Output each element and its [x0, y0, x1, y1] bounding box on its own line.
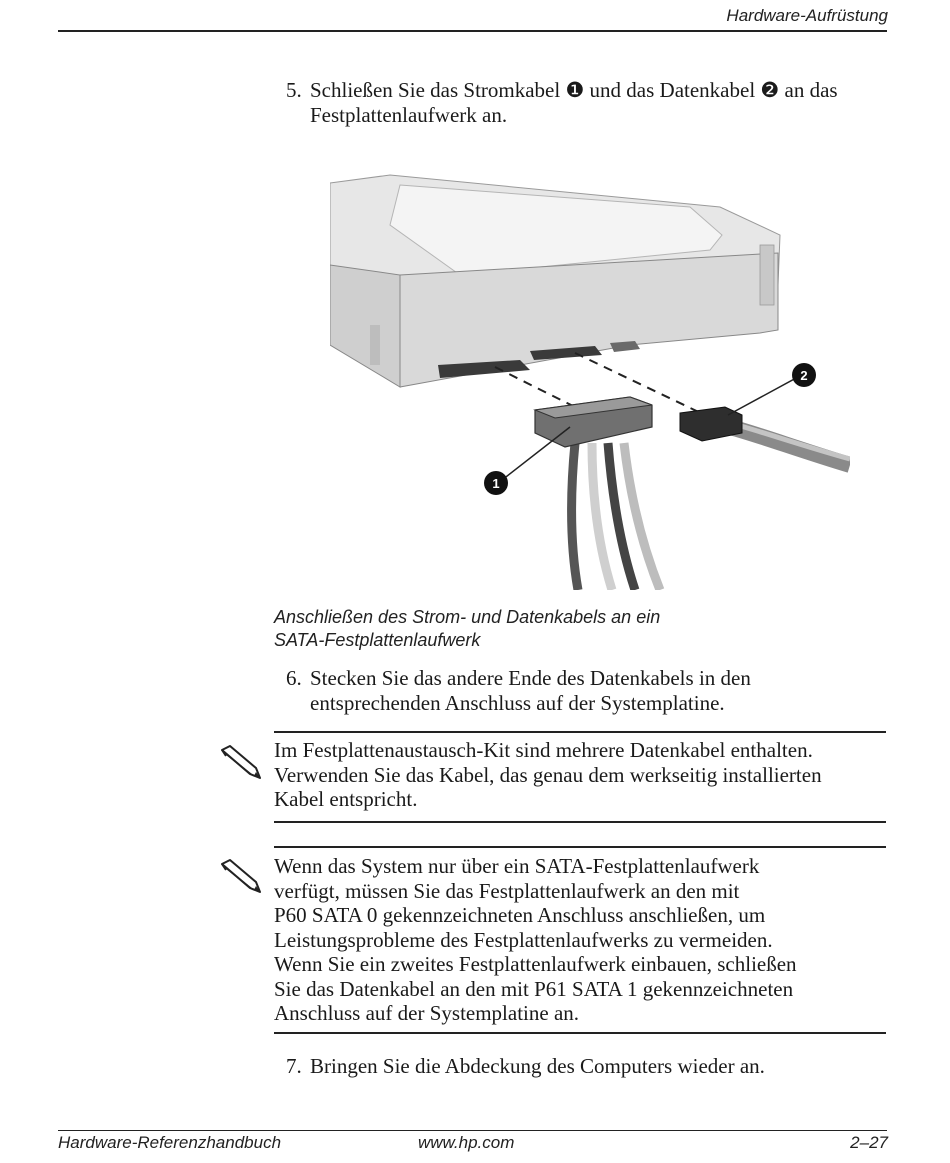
step-text: [310, 78, 886, 128]
step-text-line: Bringen Sie die Abdeckung des Computers wieder an.: [310, 1054, 765, 1078]
note-rule-top: [274, 846, 886, 848]
figure-caption-line: SATA-Festplattenlaufwerk: [274, 630, 481, 650]
step-text: [310, 1054, 886, 1079]
note-line: Im Festplattenaustausch-Kit sind mehrere Datenkabel enthalten.: [274, 738, 813, 762]
note-line: verfügt, müssen Sie das Festplattenlaufwerk an den mit: [274, 878, 740, 903]
step-7: [286, 1054, 886, 1079]
step-number: 6.: [286, 666, 302, 690]
header-rule: [58, 30, 887, 32]
note-line: Leistungsprobleme des Festplattenlaufwerks zu vermeiden.: [274, 927, 773, 952]
figure-caption-line: Anschließen des Strom- und Datenkabels an ein: [274, 607, 661, 627]
note-line: P60 SATA 0 gekennzeichneten Anschluss anschließen, um: [274, 903, 766, 927]
footer-manual-title: Hardware-Referenzhandbuch: [58, 1133, 282, 1152]
callout-1-label: 1: [492, 476, 500, 491]
note-line: Anschluss auf der Systemplatine an.: [274, 1001, 580, 1025]
step-text: [310, 666, 886, 716]
note-2-text: [274, 854, 886, 1026]
power-alignment-line: [495, 367, 575, 407]
footer-rule: [58, 1130, 887, 1131]
callout-leader-2: [728, 377, 798, 415]
power-cable-wire: [572, 443, 578, 590]
note-line: Wenn das System nur über ein SATA-Festplattenlaufwerk: [274, 854, 760, 878]
footer-website: www.hp.com: [418, 1133, 515, 1152]
note-line: Verwenden Sie das Kabel, das genau dem werkseitig installierten: [274, 762, 822, 787]
drive-jumper-block: [610, 341, 640, 352]
step-text-part: an das: [784, 78, 838, 102]
step-5: [286, 78, 886, 128]
running-header-title: Hardware-Aufrüstung: [726, 6, 888, 25]
callout-2: [792, 363, 816, 387]
note-rule-top: [274, 731, 886, 733]
note-line: Wenn Sie ein zweites Festplattenlaufwerk einbauen, schließen: [274, 952, 797, 976]
callout-marker-2: ❷: [760, 78, 780, 102]
drive-rail-left: [370, 325, 380, 365]
callout-2-label: 2: [800, 368, 808, 383]
step-number: 7.: [286, 1054, 302, 1078]
drive-rail-right: [760, 245, 774, 305]
figure-caption: [274, 606, 754, 652]
step-text-part: Schließen Sie das Stromkabel: [310, 78, 561, 102]
step-text-line: entsprechenden Anschluss auf der Systemplatine.: [310, 691, 725, 715]
callout-leader-1: [502, 427, 570, 480]
note-pencil-icon: [216, 742, 264, 782]
footer-page-number: 2–27: [850, 1133, 888, 1152]
data-cable-wire: [730, 427, 850, 465]
step-text-line: Stecken Sie das andere Ende des Datenkabels in den: [310, 666, 751, 690]
note-line: Sie das Datenkabel an den mit P61 SATA 1 gekennzeichneten: [274, 976, 794, 1001]
step-text-line: Festplattenlaufwerk an.: [310, 103, 508, 127]
step-text-part: und das Datenkabel: [589, 78, 756, 102]
callout-1: [484, 471, 508, 495]
step-6: [286, 666, 886, 716]
sata-hard-drive-cable-illustration: [330, 165, 850, 590]
step-number: 5.: [286, 78, 302, 102]
note-pencil-icon: [216, 856, 264, 896]
note-rule-bottom: [274, 1032, 886, 1034]
note-1-text: [274, 738, 886, 812]
drive-left-side: [330, 265, 400, 387]
note-rule-bottom: [274, 821, 886, 823]
callout-marker-1: ❶: [565, 78, 585, 102]
note-line: Kabel entspricht.: [274, 787, 418, 811]
